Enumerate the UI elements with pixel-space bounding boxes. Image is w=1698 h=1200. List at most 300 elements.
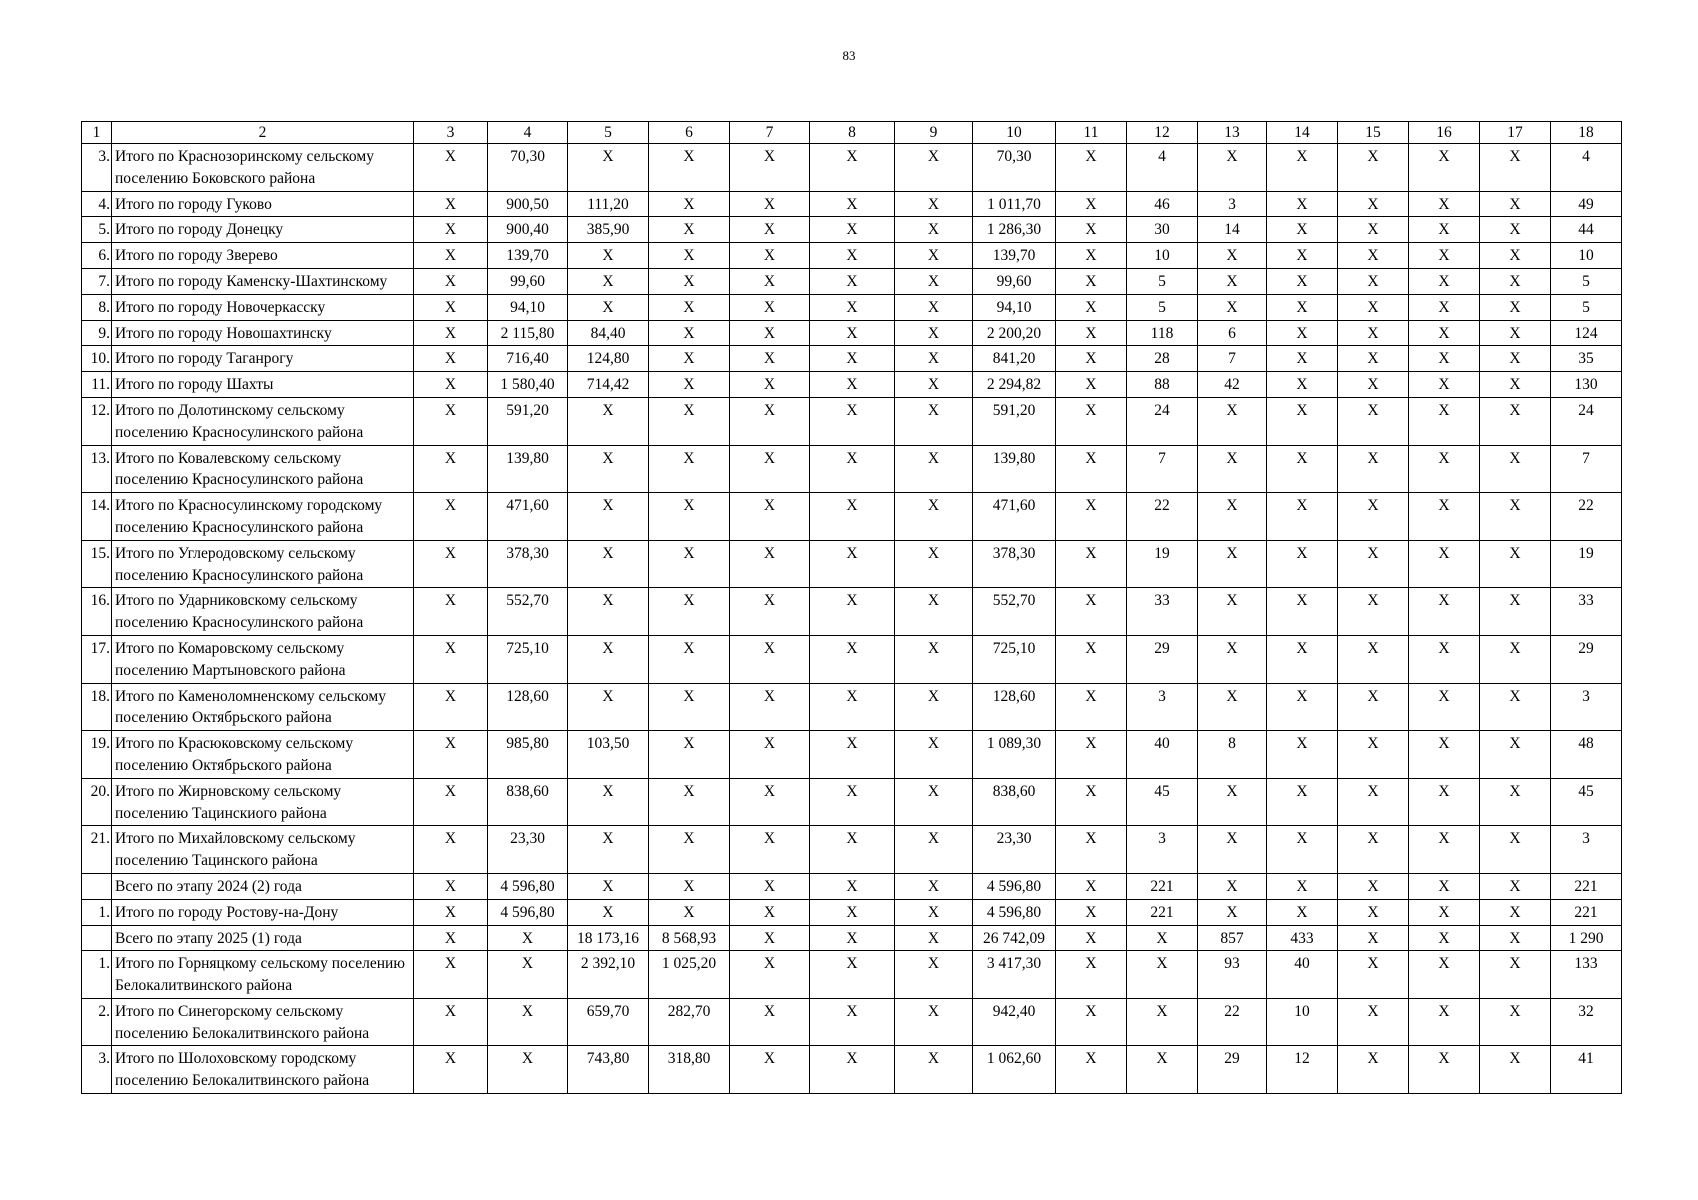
table-cell: Х — [1409, 778, 1480, 826]
table-cell: Х — [414, 372, 488, 398]
table-cell: 2 115,80 — [488, 320, 568, 346]
table-cell: Х — [895, 635, 973, 683]
table-cell: Х — [414, 294, 488, 320]
table-cell: 378,30 — [973, 540, 1056, 588]
row-number — [82, 925, 112, 951]
table-cell: Х — [730, 493, 810, 541]
row-number: 20. — [82, 778, 112, 826]
table-cell: 10 — [1551, 243, 1622, 269]
table-cell: Х — [1409, 217, 1480, 243]
table-cell: 433 — [1267, 925, 1338, 951]
table-cell: Х — [730, 951, 810, 999]
row-number: 13. — [82, 445, 112, 493]
table-cell: Х — [1338, 925, 1409, 951]
table-cell: 552,70 — [488, 588, 568, 636]
table-cell: Х — [1198, 294, 1267, 320]
table-cell: Х — [1127, 1046, 1198, 1094]
table-cell: Х — [1267, 397, 1338, 445]
table-cell: 221 — [1551, 873, 1622, 899]
table-cell: Х — [1480, 493, 1551, 541]
table-cell: Х — [1338, 731, 1409, 779]
table-row — [82, 191, 1622, 217]
row-number: 12. — [82, 397, 112, 445]
table-row — [82, 899, 1622, 925]
row-number: 8. — [82, 294, 112, 320]
table-cell: Х — [1480, 951, 1551, 999]
table-row — [82, 778, 1622, 826]
table-cell: Х — [1056, 731, 1127, 779]
table-cell: 5 — [1551, 294, 1622, 320]
table-cell: Х — [730, 320, 810, 346]
table-cell: Х — [1480, 243, 1551, 269]
table-cell: 10 — [1127, 243, 1198, 269]
table-cell: Х — [895, 191, 973, 217]
table-cell: Х — [1338, 243, 1409, 269]
table-cell: Х — [414, 635, 488, 683]
table-cell: Х — [1056, 217, 1127, 243]
table-row — [82, 493, 1622, 541]
table-cell: Х — [1480, 635, 1551, 683]
table-cell: 45 — [1551, 778, 1622, 826]
row-name: Итого по Комаровскому сельскому поселению Мартыновского района — [112, 635, 414, 683]
table-cell: Х — [730, 826, 810, 874]
table-cell: Х — [488, 1046, 568, 1094]
table-cell: Х — [1127, 998, 1198, 1046]
row-name: Итого по городу Ростову-на-Дону — [112, 899, 414, 925]
table-cell: 725,10 — [973, 635, 1056, 683]
table-cell: Х — [1267, 191, 1338, 217]
table-row — [82, 144, 1622, 192]
table-cell: Х — [730, 217, 810, 243]
table-cell: 282,70 — [649, 998, 730, 1046]
column-header: 15 — [1338, 122, 1409, 144]
table-row — [82, 873, 1622, 899]
table-cell: Х — [1056, 925, 1127, 951]
table-cell: Х — [414, 320, 488, 346]
table-cell: 103,50 — [568, 731, 649, 779]
table-cell: Х — [1338, 540, 1409, 588]
table-cell: Х — [1267, 372, 1338, 398]
table-cell: Х — [1480, 683, 1551, 731]
column-header: 14 — [1267, 122, 1338, 144]
table-cell: Х — [810, 873, 895, 899]
table-cell: 1 580,40 — [488, 372, 568, 398]
table-cell: 40 — [1127, 731, 1198, 779]
table-cell: Х — [1056, 899, 1127, 925]
table-cell: Х — [1409, 294, 1480, 320]
row-name: Итого по Углеродовскому сельскому поселению Красносулинского района — [112, 540, 414, 588]
row-name: Итого по городу Новошахтинску — [112, 320, 414, 346]
table-cell: Х — [810, 268, 895, 294]
table-cell: Х — [810, 217, 895, 243]
table-cell: Х — [1480, 191, 1551, 217]
table-row — [82, 588, 1622, 636]
table-cell: Х — [810, 243, 895, 269]
table-cell: Х — [1267, 217, 1338, 243]
table-cell: 471,60 — [973, 493, 1056, 541]
table-cell: Х — [1409, 493, 1480, 541]
table-cell: 48 — [1551, 731, 1622, 779]
table-cell: Х — [414, 826, 488, 874]
table-cell: Х — [1338, 778, 1409, 826]
table-cell: Х — [1338, 826, 1409, 874]
table-cell: 133 — [1551, 951, 1622, 999]
table-cell: 93 — [1198, 951, 1267, 999]
column-header: 9 — [895, 122, 973, 144]
table-row — [82, 346, 1622, 372]
table-cell: 94,10 — [488, 294, 568, 320]
table-cell: Х — [1409, 899, 1480, 925]
table-cell: 7 — [1198, 346, 1267, 372]
column-header: 7 — [730, 122, 810, 144]
table-cell: 838,60 — [488, 778, 568, 826]
table-cell: Х — [810, 1046, 895, 1094]
table-cell: Х — [1056, 445, 1127, 493]
table-cell: Х — [1127, 925, 1198, 951]
table-cell: Х — [1338, 217, 1409, 243]
table-cell: Х — [1480, 372, 1551, 398]
table-cell: Х — [488, 925, 568, 951]
table-cell: Х — [1056, 268, 1127, 294]
table-cell: 3 417,30 — [973, 951, 1056, 999]
table-row — [82, 683, 1622, 731]
table-cell: Х — [730, 540, 810, 588]
table-cell: Х — [414, 1046, 488, 1094]
table-cell: Х — [1056, 346, 1127, 372]
table-cell: Х — [895, 268, 973, 294]
table-cell: Х — [1267, 144, 1338, 192]
row-name: Итого по Краснозоринскому сельскому поселению Боковского района — [112, 144, 414, 192]
row-number: 4. — [82, 191, 112, 217]
table-cell: Х — [1198, 873, 1267, 899]
table-cell: Х — [810, 683, 895, 731]
table-cell: 4 596,80 — [488, 873, 568, 899]
table-cell: Х — [1056, 320, 1127, 346]
table-cell: Х — [1056, 826, 1127, 874]
table-cell: 4 596,80 — [973, 873, 1056, 899]
row-name: Итого по городу Шахты — [112, 372, 414, 398]
table-cell: 1 025,20 — [649, 951, 730, 999]
table-cell: Х — [1267, 588, 1338, 636]
table-row — [82, 998, 1622, 1046]
table-cell: Х — [414, 268, 488, 294]
table-cell: 841,20 — [973, 346, 1056, 372]
table-cell: 8 — [1198, 731, 1267, 779]
table-cell: Х — [1198, 683, 1267, 731]
table-cell: Х — [1267, 778, 1338, 826]
table-cell: Х — [649, 445, 730, 493]
table-cell: Х — [1480, 873, 1551, 899]
table-cell: Х — [1409, 826, 1480, 874]
table-cell: Х — [895, 1046, 973, 1094]
row-name: Всего по этапу 2025 (1) года — [112, 925, 414, 951]
table-cell: Х — [649, 683, 730, 731]
table-cell: Х — [810, 320, 895, 346]
row-name: Итого по городу Таганрогу — [112, 346, 414, 372]
table-cell: Х — [1409, 588, 1480, 636]
table-cell: Х — [414, 445, 488, 493]
column-header: 13 — [1198, 122, 1267, 144]
table-cell: Х — [1480, 899, 1551, 925]
table-cell: 3 — [1127, 826, 1198, 874]
table-cell: Х — [1056, 778, 1127, 826]
table-cell: Х — [895, 683, 973, 731]
column-header: 4 — [488, 122, 568, 144]
table-cell: Х — [1480, 998, 1551, 1046]
table-cell: Х — [649, 372, 730, 398]
row-name: Итого по городу Каменску-Шахтинскому — [112, 268, 414, 294]
table-cell: Х — [1338, 1046, 1409, 1094]
table-cell: Х — [1056, 144, 1127, 192]
table-cell: Х — [568, 243, 649, 269]
table-cell: Х — [730, 445, 810, 493]
table-cell: Х — [730, 346, 810, 372]
table-row — [82, 540, 1622, 588]
table-cell: Х — [568, 588, 649, 636]
column-header: 11 — [1056, 122, 1127, 144]
table-cell: Х — [895, 731, 973, 779]
table-cell: Х — [649, 397, 730, 445]
table-cell: 900,40 — [488, 217, 568, 243]
table-cell: Х — [1409, 144, 1480, 192]
table-cell: 1 062,60 — [973, 1046, 1056, 1094]
table-cell: 23,30 — [973, 826, 1056, 874]
table-cell: 3 — [1551, 826, 1622, 874]
table-cell: Х — [1338, 268, 1409, 294]
table-cell: 900,50 — [488, 191, 568, 217]
table-cell: Х — [1198, 243, 1267, 269]
row-number: 10. — [82, 346, 112, 372]
table-cell: Х — [649, 826, 730, 874]
table-cell: Х — [414, 731, 488, 779]
table-cell: Х — [1267, 731, 1338, 779]
table-cell: Х — [730, 998, 810, 1046]
row-number: 21. — [82, 826, 112, 874]
table-cell: Х — [1056, 294, 1127, 320]
table-cell: 2 294,82 — [973, 372, 1056, 398]
table-cell: Х — [1480, 397, 1551, 445]
table-cell: Х — [1056, 998, 1127, 1046]
table-cell: 18 173,16 — [568, 925, 649, 951]
table-cell: Х — [1198, 826, 1267, 874]
table-cell: 22 — [1551, 493, 1622, 541]
column-header: 2 — [112, 122, 414, 144]
table-cell: Х — [649, 493, 730, 541]
table-cell: Х — [1409, 445, 1480, 493]
table-cell: Х — [1267, 320, 1338, 346]
table-cell: Х — [649, 294, 730, 320]
column-header: 3 — [414, 122, 488, 144]
table-cell: Х — [810, 826, 895, 874]
table-cell: 29 — [1198, 1046, 1267, 1094]
table-cell: Х — [1198, 445, 1267, 493]
table-cell: Х — [730, 925, 810, 951]
table-cell: Х — [649, 873, 730, 899]
table-cell: 7 — [1127, 445, 1198, 493]
row-number: 1. — [82, 899, 112, 925]
table-cell: 88 — [1127, 372, 1198, 398]
table-cell: Х — [1409, 397, 1480, 445]
table-cell: 659,70 — [568, 998, 649, 1046]
table-cell: 111,20 — [568, 191, 649, 217]
table-cell: Х — [1480, 268, 1551, 294]
table-cell: Х — [414, 493, 488, 541]
table-cell: Х — [1338, 320, 1409, 346]
table-cell: 94,10 — [973, 294, 1056, 320]
table-cell: Х — [1409, 540, 1480, 588]
table-cell: Х — [649, 243, 730, 269]
table-cell: Х — [1338, 493, 1409, 541]
table-cell: 1 286,30 — [973, 217, 1056, 243]
table-row — [82, 397, 1622, 445]
table-cell: Х — [1198, 493, 1267, 541]
row-number: 1. — [82, 951, 112, 999]
table-cell: 23,30 — [488, 826, 568, 874]
table-cell: Х — [1480, 346, 1551, 372]
table-cell: 5 — [1127, 268, 1198, 294]
table-cell: Х — [1409, 951, 1480, 999]
row-number: 17. — [82, 635, 112, 683]
table-cell: Х — [810, 540, 895, 588]
table-cell: Х — [730, 243, 810, 269]
table-cell: 10 — [1267, 998, 1338, 1046]
column-header: 17 — [1480, 122, 1551, 144]
table-row — [82, 826, 1622, 874]
table-cell: 14 — [1198, 217, 1267, 243]
table-cell: Х — [1409, 346, 1480, 372]
table-cell: Х — [1056, 635, 1127, 683]
row-number: 15. — [82, 540, 112, 588]
table-cell: 2 200,20 — [973, 320, 1056, 346]
table-cell: 4 — [1127, 144, 1198, 192]
table-cell: Х — [810, 397, 895, 445]
table-cell: Х — [810, 778, 895, 826]
table-cell: Х — [568, 268, 649, 294]
table-cell: Х — [730, 588, 810, 636]
table-cell: Х — [568, 873, 649, 899]
table-cell: Х — [414, 540, 488, 588]
table-cell: Х — [1480, 925, 1551, 951]
table-cell: Х — [1056, 1046, 1127, 1094]
page-number: 83 — [842, 48, 856, 63]
table-cell: 7 — [1551, 445, 1622, 493]
table-cell: Х — [1056, 588, 1127, 636]
table-cell: Х — [810, 294, 895, 320]
table-cell: Х — [1480, 217, 1551, 243]
table-cell: 838,60 — [973, 778, 1056, 826]
table-cell: Х — [730, 683, 810, 731]
table-cell: Х — [1056, 397, 1127, 445]
table-cell: Х — [1267, 635, 1338, 683]
table-cell: Х — [414, 346, 488, 372]
table-cell: Х — [568, 294, 649, 320]
table-cell: Х — [414, 217, 488, 243]
table-cell: Х — [414, 191, 488, 217]
table-cell: Х — [1198, 899, 1267, 925]
table-cell: Х — [649, 588, 730, 636]
table-cell: 19 — [1127, 540, 1198, 588]
table-cell: 45 — [1127, 778, 1198, 826]
table-cell: 22 — [1198, 998, 1267, 1046]
row-number: 16. — [82, 588, 112, 636]
table-cell: 30 — [1127, 217, 1198, 243]
table-cell: Х — [1409, 635, 1480, 683]
row-number: 3. — [82, 1046, 112, 1094]
table-cell: 221 — [1127, 873, 1198, 899]
table-cell: 33 — [1551, 588, 1622, 636]
table-cell: Х — [810, 731, 895, 779]
table-cell: Х — [1267, 899, 1338, 925]
table-cell: 221 — [1551, 899, 1622, 925]
row-number: 6. — [82, 243, 112, 269]
table-cell: Х — [730, 191, 810, 217]
row-name: Итого по Долотинскому сельскому поселению Красносулинского района — [112, 397, 414, 445]
table-cell: Х — [1198, 268, 1267, 294]
table-cell: Х — [810, 925, 895, 951]
row-name: Итого по городу Зверево — [112, 243, 414, 269]
table-cell: Х — [1409, 925, 1480, 951]
table-cell: Х — [1409, 320, 1480, 346]
table-cell: 42 — [1198, 372, 1267, 398]
table-cell: Х — [895, 899, 973, 925]
table-cell: Х — [414, 925, 488, 951]
table-cell: Х — [414, 397, 488, 445]
table-cell: Х — [649, 635, 730, 683]
table-row — [82, 294, 1622, 320]
table-cell: Х — [1198, 635, 1267, 683]
table-cell: 385,90 — [568, 217, 649, 243]
table-cell: Х — [895, 493, 973, 541]
table-cell: Х — [568, 899, 649, 925]
table-cell: Х — [1480, 1046, 1551, 1094]
table-cell: 139,80 — [973, 445, 1056, 493]
table-cell: Х — [895, 925, 973, 951]
row-number: 19. — [82, 731, 112, 779]
row-number: 3. — [82, 144, 112, 192]
table-cell: 26 742,09 — [973, 925, 1056, 951]
table-cell: Х — [1056, 873, 1127, 899]
table-cell: 5 — [1551, 268, 1622, 294]
table-row — [82, 217, 1622, 243]
table-cell: 99,60 — [488, 268, 568, 294]
table-cell: Х — [1409, 191, 1480, 217]
table-cell: 24 — [1127, 397, 1198, 445]
table-cell: 743,80 — [568, 1046, 649, 1094]
table-row — [82, 1046, 1622, 1094]
table-cell: Х — [1480, 144, 1551, 192]
table-cell: 24 — [1551, 397, 1622, 445]
row-name: Итого по Синегорскому сельскому поселению Белокалитвинского района — [112, 998, 414, 1046]
table-row — [82, 268, 1622, 294]
table-cell: Х — [1338, 191, 1409, 217]
row-name: Итого по Ковалевскому сельскому поселению Красносулинского района — [112, 445, 414, 493]
table-cell: Х — [649, 778, 730, 826]
table-cell: Х — [414, 683, 488, 731]
table-cell: 44 — [1551, 217, 1622, 243]
table-cell: Х — [1056, 372, 1127, 398]
table-cell: Х — [1338, 397, 1409, 445]
table-cell: Х — [414, 588, 488, 636]
table-cell: Х — [414, 873, 488, 899]
table-cell: 29 — [1127, 635, 1198, 683]
table-cell: Х — [649, 217, 730, 243]
table-cell: Х — [1409, 243, 1480, 269]
column-header: 1 — [82, 122, 112, 144]
table-cell: 6 — [1198, 320, 1267, 346]
row-name: Итого по городу Гуково — [112, 191, 414, 217]
table-cell: Х — [730, 294, 810, 320]
table-cell: 716,40 — [488, 346, 568, 372]
